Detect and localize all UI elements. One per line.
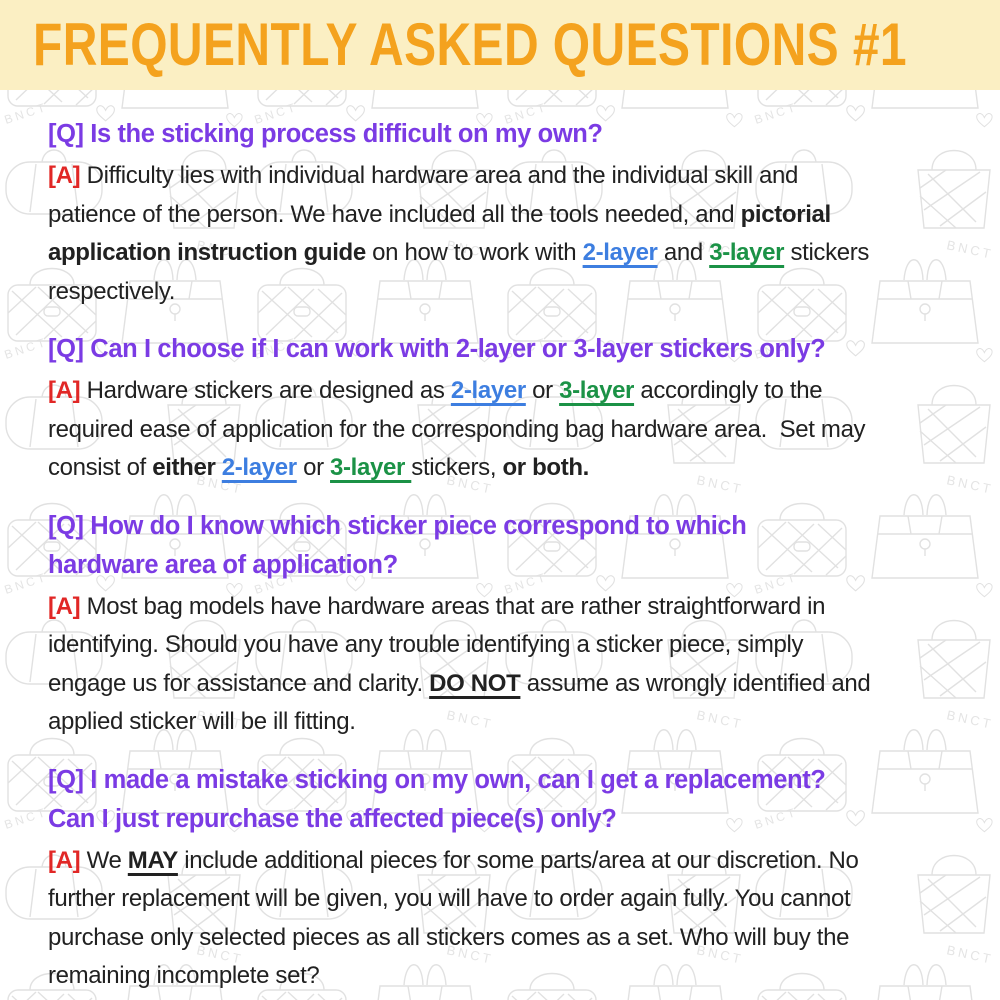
faq-sections xyxy=(48,115,962,996)
answer-marker: [A] xyxy=(48,377,81,404)
answer-paragraph xyxy=(48,157,962,311)
answer-paragraph xyxy=(48,372,962,488)
question-heading xyxy=(48,330,962,369)
question-line: [Q] Is the sticking process difficult on my own? xyxy=(48,120,603,148)
title-banner xyxy=(0,0,1000,90)
answer-line xyxy=(48,703,962,742)
question-heading xyxy=(48,507,962,585)
link-3-layer[interactable]: 3-layer xyxy=(559,377,635,404)
answer-line xyxy=(48,665,962,704)
link-2-layer[interactable]: 2-layer xyxy=(582,239,658,266)
bold-underline-text: MAY xyxy=(127,846,178,874)
link-2-layer[interactable]: 2-layer xyxy=(221,454,297,481)
answer-line xyxy=(48,157,962,196)
faq-section-3 xyxy=(48,507,962,742)
text: patience of the person. We have included all the tools needed, and xyxy=(48,200,741,228)
bold-text: or both. xyxy=(502,454,589,481)
text: applied sticker will be ill fitting. xyxy=(48,708,356,735)
question-line: Can I just repurchase the affected piece(s) only? xyxy=(48,804,617,833)
text: respectively. xyxy=(48,277,176,305)
text: stickers, xyxy=(411,454,503,481)
text: engage us for assistance and clarity. xyxy=(48,669,430,697)
text: remaining incomplete set? xyxy=(48,962,320,989)
text: assume as wrongly identified and xyxy=(520,669,871,697)
question-line: [Q] Can I choose if I can work with 2-layer or 3-layer stickers only? xyxy=(48,335,826,363)
answer-line xyxy=(48,411,962,450)
text: consist of xyxy=(48,454,153,481)
answer-line xyxy=(48,372,962,411)
question-heading xyxy=(48,115,962,154)
bold-underline-text: DO NOT xyxy=(429,669,521,697)
text: required ease of application for the corresponding bag hardware area. Set may xyxy=(48,415,866,443)
question-line: [Q] I made a mistake sticking on my own, can I get a replacement? xyxy=(48,765,826,794)
faq-content xyxy=(0,90,1000,996)
answer-line xyxy=(48,919,962,958)
answer-line xyxy=(48,842,962,881)
answer-line xyxy=(48,273,962,312)
answer-line xyxy=(48,626,962,665)
bold-text: pictorial xyxy=(740,200,831,228)
answer-marker: [A] xyxy=(48,592,81,620)
answer-paragraph xyxy=(48,842,962,996)
bold-text: either xyxy=(152,454,216,481)
question-line: [Q] How do I know which sticker piece correspond to which xyxy=(48,511,747,540)
answer-line xyxy=(48,234,962,273)
answer-line xyxy=(48,957,962,996)
answer-marker: [A] xyxy=(48,162,81,189)
link-2-layer[interactable]: 2-layer xyxy=(450,377,526,404)
page-title: FREQUENTLY ASKED QUESTIONS #1 xyxy=(33,11,908,78)
text: and xyxy=(657,239,710,266)
text: or xyxy=(296,454,331,481)
text: stickers xyxy=(784,239,870,266)
answer-line xyxy=(48,449,962,488)
faq-section-1 xyxy=(48,115,962,311)
question-heading xyxy=(48,761,962,839)
text: include additional pieces for some parts/area at our discretion. No xyxy=(177,846,859,874)
text: Hardware stickers are designed as xyxy=(80,377,451,404)
text: or xyxy=(525,377,560,404)
link-3-layer[interactable]: 3-layer xyxy=(709,239,785,266)
answer-paragraph xyxy=(48,588,962,742)
faq-section-4 xyxy=(48,761,962,996)
answer-line xyxy=(48,196,962,235)
text: on how to work with xyxy=(365,239,583,266)
text: Most bag models have hardware areas that are rather straightforward in xyxy=(80,592,826,620)
faq-section-2 xyxy=(48,330,962,488)
text: accordingly to the xyxy=(634,377,823,404)
text: purchase only selected pieces as all stickers comes as a set. Who will buy the xyxy=(48,923,850,951)
answer-line xyxy=(48,880,962,919)
text: Difficulty lies with individual hardware area and the individual skill and xyxy=(80,162,798,189)
link-3-layer[interactable]: 3-layer xyxy=(330,454,412,481)
text: further replacement will be given, you will have to order again fully. You cannot xyxy=(48,885,851,912)
text: We xyxy=(80,846,128,874)
answer-line xyxy=(48,588,962,627)
text: identifying. Should you have any trouble identifying a sticker piece, simply xyxy=(48,631,804,658)
question-line: hardware area of application? xyxy=(48,550,398,579)
bold-text: application instruction guide xyxy=(48,239,366,266)
answer-marker: [A] xyxy=(48,846,81,874)
